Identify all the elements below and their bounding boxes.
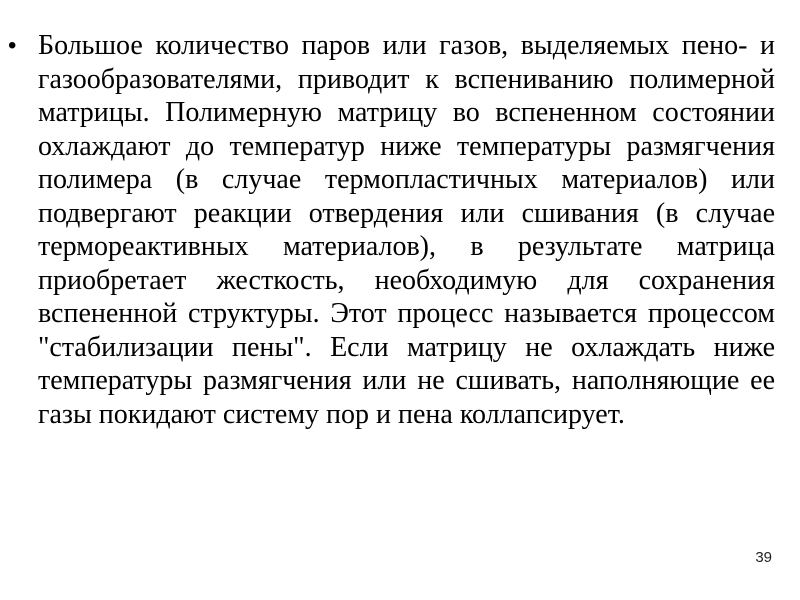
- bullet-icon: •: [8, 32, 17, 59]
- body-paragraph: Большое количество паров или газов, выделяемых пено- и газообразователями, приводит к вспениванию полимерной матрицы. Полимерную матрицу во вспененном состоянии охлаждают до температур ниже температуры размягчения полимера (в случае термопластичных материалов) или подвергают реакции отвердения или сшивания (в случае термореактивных материалов), в результате матрица приобретает жесткость, необходимую для сохранения вспененной структуры. Этот процесс называется процессом "стабилизации пены". Если матрицу не охлаждать ниже температуры размягчения или не сшивать, наполняющие ее газы покидают систему пор и пена коллапсирует.: [38, 30, 775, 430]
- bullet-item: [6, 29, 775, 431]
- page-number: 39: [755, 549, 772, 566]
